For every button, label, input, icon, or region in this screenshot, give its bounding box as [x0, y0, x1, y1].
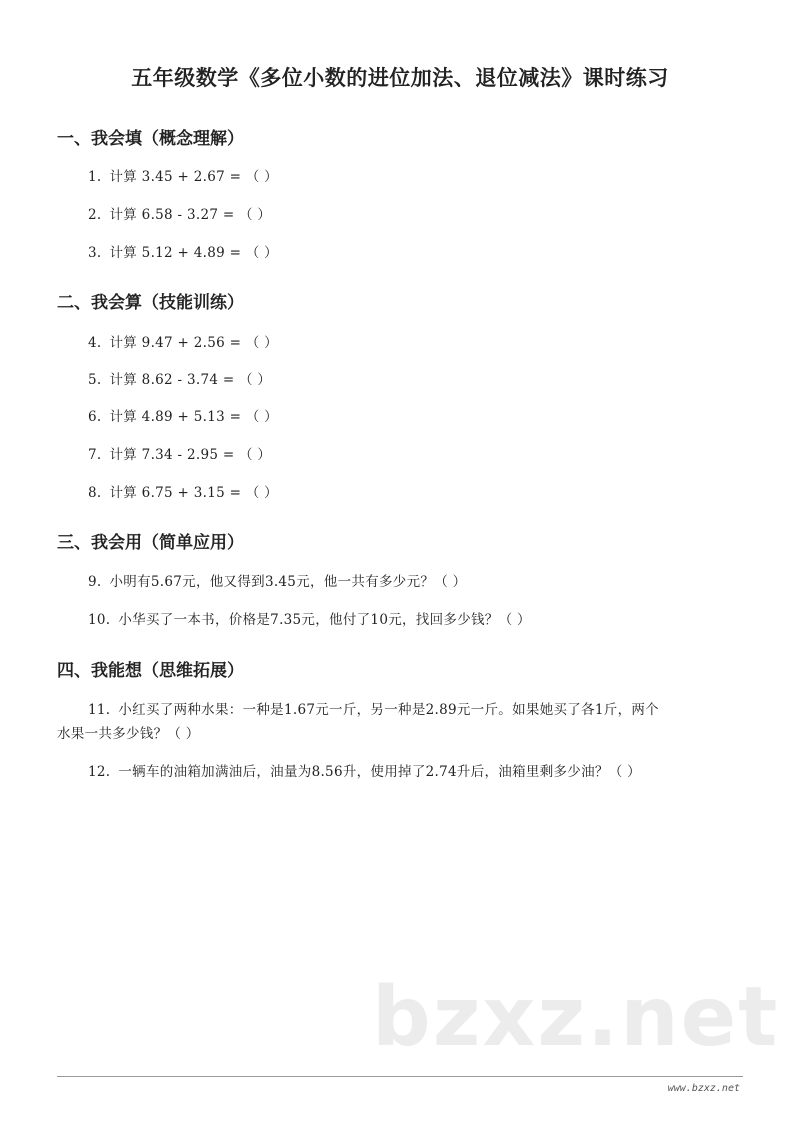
question-text: 计算 5.12 + 4.89 = （ ）	[109, 245, 278, 261]
question-number: 12.	[88, 764, 111, 780]
question-6	[88, 405, 278, 425]
footer-divider	[57, 1076, 743, 1077]
question-text: 计算 3.45 + 2.67 = （ ）	[109, 169, 278, 185]
question-4	[88, 331, 278, 351]
question-number: 6.	[88, 409, 102, 425]
question-3	[88, 241, 278, 261]
question-text: 计算 6.75 + 3.15 = （ ）	[109, 485, 278, 501]
question-text: 计算 6.58 - 3.27 = （ ）	[109, 207, 272, 223]
section-heading-4: 四、我能想（思维拓展）	[57, 661, 244, 681]
question-number: 3.	[88, 245, 102, 261]
question-text: 小红买了两种水果：一种是1.67元一斤，另一种是2.89元一斤。如果她买了各1斤，两个	[118, 702, 659, 718]
question-12	[88, 760, 641, 780]
question-number: 2.	[88, 207, 102, 223]
question-text: 一辆车的油箱加满油后，油量为8.56升，使用掉了2.74升后，油箱里剩多少油？（ ）	[118, 764, 641, 780]
question-number: 11.	[88, 702, 111, 718]
question-number: 1.	[88, 169, 102, 185]
question-1	[88, 165, 278, 185]
section-heading-3: 三、我会用（简单应用）	[57, 533, 244, 553]
question-text: 小华买了一本书，价格是7.35元，他付了10元，找回多少钱？（ ）	[118, 612, 531, 628]
question-number: 7.	[88, 447, 102, 463]
question-5	[88, 368, 271, 388]
section-heading-2: 二、我会算（技能训练）	[57, 293, 244, 313]
question-text: 计算 8.62 - 3.74 = （ ）	[109, 372, 272, 388]
footer-url: www.bzxz.net	[667, 1083, 740, 1094]
question-number: 4.	[88, 335, 102, 351]
question-text: 计算 9.47 + 2.56 = （ ）	[109, 335, 278, 351]
question-text: 计算 7.34 - 2.95 = （ ）	[109, 447, 272, 463]
question-text: 计算 4.89 + 5.13 = （ ）	[109, 409, 278, 425]
question-text: 小明有5.67元，他又得到3.45元，他一共有多少元？（ ）	[109, 574, 467, 590]
question-11	[88, 698, 659, 718]
section-heading-1: 一、我会填（概念理解）	[57, 129, 244, 149]
page-title: 五年级数学《多位小数的进位加法、退位减法》课时练习	[131, 66, 669, 90]
question-number: 9.	[88, 574, 102, 590]
question-10	[88, 608, 531, 628]
question-7	[88, 443, 271, 463]
watermark: bzxz.net	[372, 970, 780, 1065]
question-number: 8.	[88, 485, 102, 501]
question-number: 5.	[88, 372, 102, 388]
question-9	[88, 570, 466, 590]
question-11-continuation: 水果一共多少钱？（ ）	[57, 726, 200, 742]
question-number: 10.	[88, 612, 111, 628]
question-8	[88, 481, 278, 501]
question-2	[88, 203, 271, 223]
